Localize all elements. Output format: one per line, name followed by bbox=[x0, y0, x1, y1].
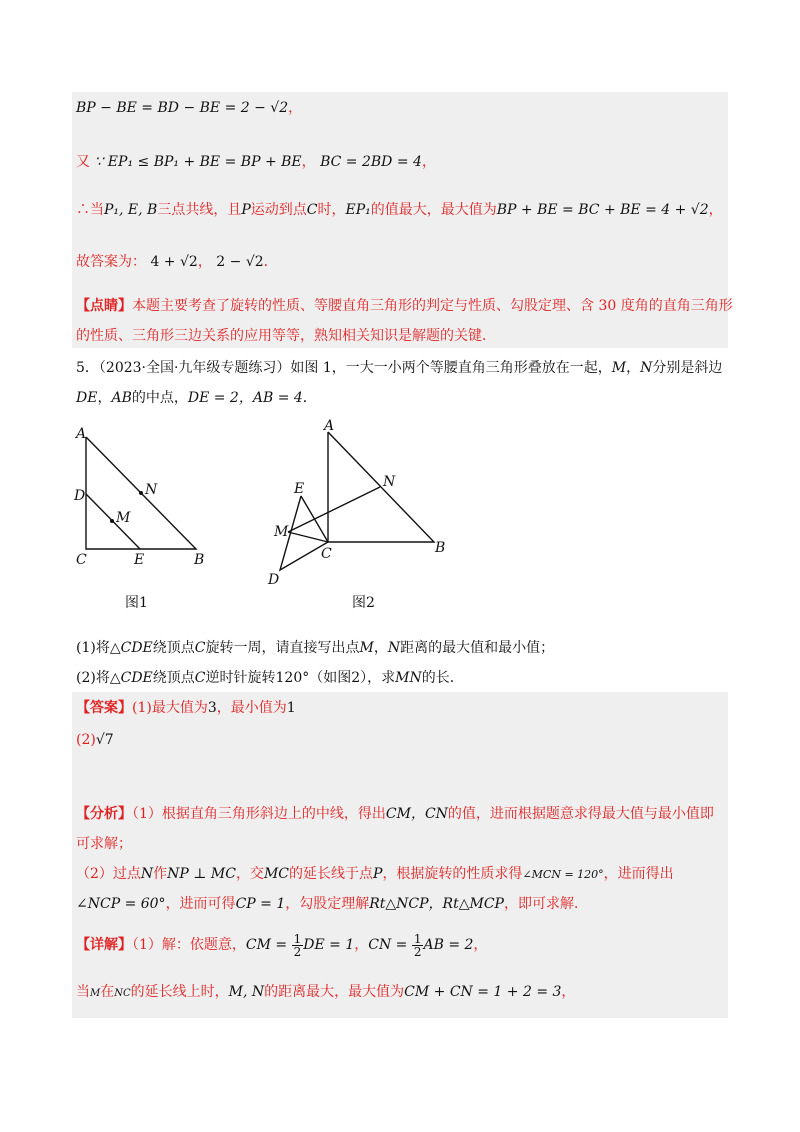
label-c2: C bbox=[321, 546, 332, 562]
problem5-intro: 5．（2023·全国·九年级专题练习）如图 1，一大一小两个等腰直角三角形叠放在一起， bbox=[76, 360, 612, 376]
detail-line-1 bbox=[76, 932, 487, 958]
analysis-line-2 bbox=[76, 834, 132, 854]
analysis-line-4 bbox=[76, 894, 588, 914]
dianjing-text-1: 本题主要考查了旋转的性质、等腰直角三角形的判定与性质、勾股定理、含 30 度角的直角三角形 bbox=[132, 298, 733, 314]
solution-block-bottom bbox=[72, 692, 728, 1018]
math-ab-2: AB = 2 bbox=[423, 937, 474, 953]
math-mc: MC bbox=[263, 866, 290, 882]
question-2 bbox=[76, 668, 464, 688]
q2-text: 绕顶点 bbox=[152, 670, 195, 686]
text-therefore-when: ∴当 bbox=[76, 202, 104, 218]
q1-text: 距离的最大值和最小值； bbox=[400, 640, 555, 656]
sep: ， bbox=[626, 360, 641, 376]
sep: ， bbox=[97, 390, 112, 406]
math-ab: AB bbox=[111, 390, 132, 406]
answer-line-2 bbox=[76, 730, 114, 750]
label-n2: N bbox=[383, 474, 396, 490]
math-sum: CM + CN = 1 + 2 = 3 bbox=[404, 984, 562, 1000]
answer-line-1 bbox=[76, 698, 296, 718]
label-c: C bbox=[76, 552, 87, 568]
frac-den: 2 bbox=[413, 944, 422, 959]
math-perp: NP ⊥ MC bbox=[167, 866, 236, 882]
label-a: A bbox=[76, 426, 87, 442]
label-e2: E bbox=[294, 481, 305, 497]
answer-sqrt7: √7 bbox=[95, 732, 114, 748]
analysis-text: ，进而得出 bbox=[603, 866, 674, 882]
frac-num: 1 bbox=[293, 931, 302, 946]
analysis-text: 的值，进而根据题意求得最大值与最小值即 bbox=[447, 806, 714, 822]
frac-den: 2 bbox=[293, 944, 302, 959]
math-n: N bbox=[140, 866, 154, 882]
label-a2: A bbox=[324, 418, 335, 434]
label-n: N bbox=[145, 482, 158, 498]
problem5-line-2 bbox=[76, 388, 317, 408]
detail-text: 当 bbox=[76, 984, 90, 1000]
fraction-half-2 bbox=[412, 933, 424, 958]
math-de-1: DE = 1 bbox=[303, 937, 355, 953]
math-p: P bbox=[373, 866, 383, 882]
detail-text: 的延长线上时， bbox=[130, 984, 229, 1000]
figures bbox=[0, 412, 800, 622]
math-de: DE bbox=[76, 390, 98, 406]
answer-tag: 【答案】 bbox=[76, 700, 132, 716]
text-collinear: 三点共线，且 bbox=[157, 202, 242, 218]
analysis-tag: 【分析】 bbox=[76, 806, 132, 822]
point-m bbox=[110, 519, 114, 523]
problem5-line-1 bbox=[76, 358, 722, 378]
equation-ep1-inequality: ∵ EP₁ ≤ BP₁ + BE = BP + BE bbox=[94, 154, 302, 170]
analysis-line-1 bbox=[76, 804, 714, 824]
analysis-text: ，根据旋转的性质求得 bbox=[382, 866, 523, 882]
math-n: N bbox=[640, 360, 653, 376]
text-move-to: 运动到点 bbox=[250, 202, 307, 218]
caption-fig2: 图2 bbox=[352, 595, 375, 611]
dianjing-tag: 【点睛】 bbox=[76, 298, 132, 314]
math-triangle-cde: △CDE bbox=[109, 670, 153, 686]
detail-text: 在 bbox=[100, 984, 115, 1000]
text-answer-is: 故答案为： bbox=[76, 254, 146, 270]
math-n: N bbox=[387, 640, 401, 656]
sep: ． bbox=[302, 390, 317, 406]
segment-mc bbox=[288, 532, 328, 542]
math-triangle-cde: △CDE bbox=[109, 640, 153, 656]
math-m: M bbox=[90, 988, 101, 999]
label-m2: M bbox=[274, 524, 289, 540]
label-d: D bbox=[74, 488, 86, 504]
answer-text: ，最小值为 bbox=[216, 700, 287, 716]
math-cm-cn: CM，CN bbox=[385, 806, 448, 822]
math-c: C bbox=[306, 202, 318, 218]
answer-min: 1 bbox=[286, 700, 296, 716]
analysis-text: ，勾股定理解 bbox=[285, 896, 370, 912]
detail-tag: 【详解】 bbox=[76, 937, 132, 953]
analysis-text: 的延长线于点 bbox=[289, 866, 374, 882]
detail-text: （1）解：依题意， bbox=[132, 937, 246, 953]
detail-line-2 bbox=[76, 982, 575, 1004]
dianjing-text-2: 的性质、三角形三边关系的应用等等，熟知相关知识是解题的关键． bbox=[76, 328, 496, 344]
answer-max: 3 bbox=[207, 700, 217, 716]
question-1 bbox=[76, 638, 554, 658]
analysis-text: （2）过点 bbox=[76, 866, 141, 882]
sep: ， bbox=[561, 984, 576, 1000]
text-you: 又 bbox=[76, 154, 90, 170]
triangle-acb-2 bbox=[328, 432, 434, 542]
analysis-text: ，交 bbox=[235, 866, 264, 882]
analysis-text: （1）根据直角三角形斜边上的中线，得出 bbox=[132, 806, 386, 822]
label-b2: B bbox=[435, 540, 446, 556]
math-c: C bbox=[194, 640, 206, 656]
math-mn: M, N bbox=[228, 984, 265, 1000]
sep: ， bbox=[473, 937, 488, 953]
figure-2 bbox=[280, 432, 434, 570]
answer-text: (1)最大值为 bbox=[132, 700, 208, 716]
math-m: M bbox=[359, 640, 374, 656]
frac-num: 1 bbox=[413, 931, 422, 946]
q2-text: （如图2），求 bbox=[309, 670, 396, 686]
math-m: M bbox=[611, 360, 627, 376]
q2-text: 的长． bbox=[421, 670, 464, 686]
text-max-value: 的值最大，最大值为 bbox=[370, 202, 497, 218]
answer-b: 2 − √2 bbox=[216, 254, 264, 270]
equation-max: BP + BE = BC + BE = 4 + √2 bbox=[496, 202, 709, 218]
q1-text: 旋转一周，请直接写出点 bbox=[205, 640, 360, 656]
math-cn: CN = bbox=[368, 937, 412, 953]
equation-bp-be: BP − BE = BD − BE = 2 − √2 bbox=[76, 100, 289, 116]
math-lengths: DE = 2，AB = 4 bbox=[187, 390, 303, 406]
sep: ， bbox=[354, 937, 369, 953]
label-d2: D bbox=[268, 572, 280, 588]
point-n bbox=[139, 491, 143, 495]
q2-text: 逆时针旋转 bbox=[205, 670, 276, 686]
fraction-half bbox=[292, 933, 304, 958]
math-points: P₁, E, B bbox=[104, 202, 158, 218]
eq-line-4: 故答案为： 4 + √2， 2 − √2． bbox=[76, 254, 278, 270]
analysis-text: 可求解； bbox=[76, 836, 132, 852]
equation-bc: BC = 2BD = 4 bbox=[320, 154, 422, 170]
text-when: 时， bbox=[317, 202, 346, 218]
analysis-text: ，进而可得 bbox=[165, 896, 236, 912]
eq-line-1: BP − BE = BD − BE = 2 − √2， bbox=[76, 100, 303, 116]
analysis-text: ，即可求解． bbox=[503, 896, 588, 912]
eq-line-2: 又 ∵ EP₁ ≤ BP₁ + BE = BP + BE， BC = 2BD = 4， bbox=[76, 154, 436, 170]
label-b: B bbox=[194, 552, 205, 568]
caption-fig1: 图1 bbox=[125, 595, 148, 611]
detail-text: 的距离最大，最大值为 bbox=[264, 984, 405, 1000]
math-rt-triangles: Rt△NCP，Rt△MCP bbox=[369, 896, 504, 912]
q1-prefix: (1)将 bbox=[76, 640, 110, 656]
math-cp: CP = 1 bbox=[235, 896, 286, 912]
math-angle-ncp: ∠NCP = 60° bbox=[76, 896, 166, 912]
dianjing-line-2 bbox=[76, 326, 496, 346]
analysis-line-3 bbox=[76, 864, 674, 885]
answer-a: 4 + √2 bbox=[150, 254, 198, 270]
dianjing-line-1 bbox=[76, 296, 733, 316]
math-nc: NC bbox=[114, 988, 131, 999]
text-midpoint: 的中点， bbox=[131, 390, 188, 406]
math-p: P bbox=[241, 202, 251, 218]
math-angle-mcn: ∠MCN = 120° bbox=[522, 868, 604, 881]
sep: ， bbox=[373, 640, 388, 656]
q1-text: 绕顶点 bbox=[152, 640, 195, 656]
answer-2-prefix: (2) bbox=[76, 732, 96, 748]
label-m: M bbox=[116, 510, 131, 526]
math-c: C bbox=[194, 670, 206, 686]
math-mn: MN bbox=[395, 670, 422, 686]
label-e: E bbox=[134, 552, 145, 568]
math-ep1: EP₁ bbox=[345, 202, 371, 218]
q2-prefix: (2)将 bbox=[76, 670, 110, 686]
math-angle: 120° bbox=[275, 670, 310, 686]
eq-line-3: ∴当P₁, E, B三点共线，且P运动到点C时，EP₁的值最大，最大值为BP + BE = BC + BE = 4 + √2， bbox=[76, 202, 723, 218]
math-cm: CM = bbox=[245, 937, 292, 953]
text-hypotenuse: 分别是斜边 bbox=[652, 360, 723, 376]
analysis-text: 作 bbox=[153, 866, 168, 882]
